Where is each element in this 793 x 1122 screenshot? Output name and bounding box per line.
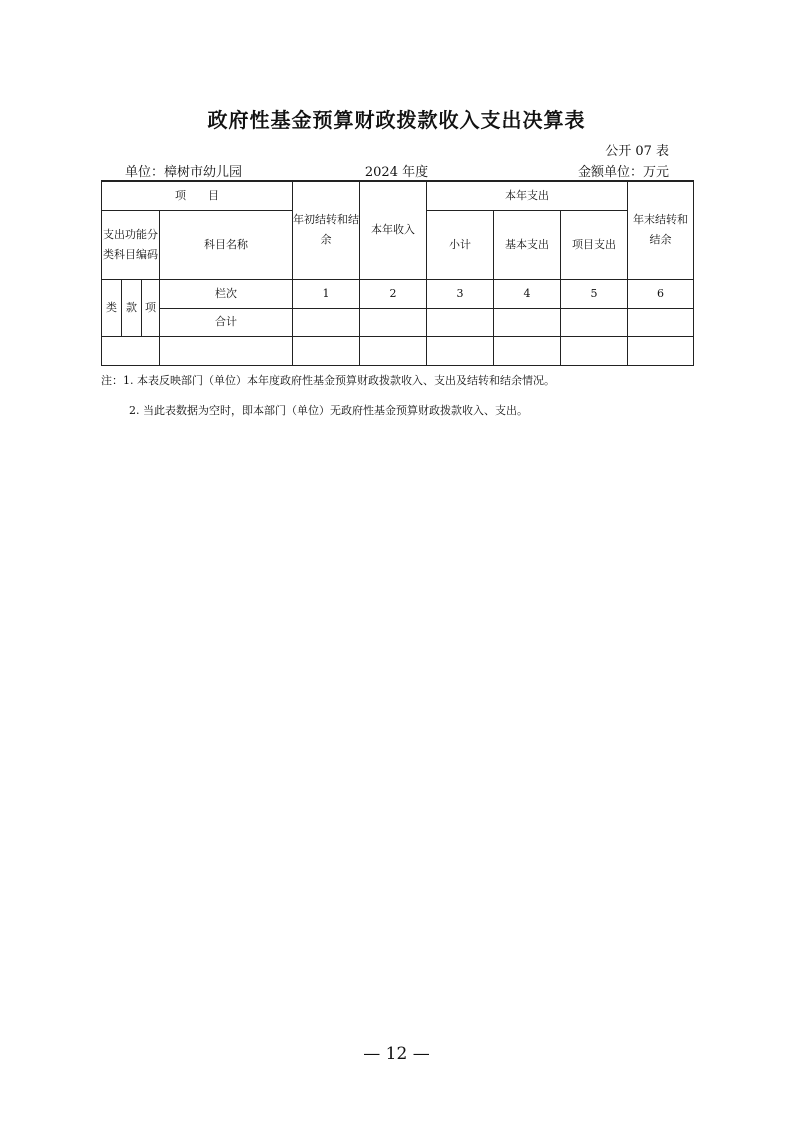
total-cell <box>561 308 628 336</box>
col-number: 6 <box>628 279 694 308</box>
row-col-label: 栏次 <box>160 279 293 308</box>
header-begin-balance: 年初结转和结余 <box>293 181 360 279</box>
total-cell <box>293 308 360 336</box>
header-income: 本年收入 <box>360 181 427 279</box>
note-2: 2. 当此表数据为空时，即本部门（单位）无政府性基金预算财政拨款收入、支出。 <box>129 404 528 417</box>
empty-cell <box>561 336 628 365</box>
money-unit-label: 金额单位：万元 <box>577 165 669 180</box>
header-func-code: 支出功能分类科目编码 <box>102 210 160 279</box>
year-label: 2024 年度 <box>364 165 429 180</box>
header-subject-name: 科目名称 <box>160 210 293 279</box>
total-cell <box>628 308 694 336</box>
total-cell <box>427 308 494 336</box>
empty-cell <box>293 336 360 365</box>
empty-cell <box>427 336 494 365</box>
unit-label: 单位：樟树市幼儿园 <box>125 165 243 180</box>
code-kuan: 款 <box>122 279 142 336</box>
col-number: 3 <box>427 279 494 308</box>
total-label: 合计 <box>160 308 293 336</box>
total-cell <box>494 308 561 336</box>
header-project: 项 目 <box>102 181 293 210</box>
empty-cell <box>160 336 293 365</box>
col-number: 4 <box>494 279 561 308</box>
header-project-exp: 项目支出 <box>561 210 628 279</box>
form-number: 公开 07 表 <box>605 144 669 159</box>
col-number: 1 <box>293 279 360 308</box>
header-basic-exp: 基本支出 <box>494 210 561 279</box>
header-expenditure: 本年支出 <box>427 181 628 210</box>
note-1: 注：1. 本表反映部门（单位）本年度政府性基金预算财政拨款收入、支出及结转和结余情况。 <box>101 374 555 387</box>
total-cell <box>360 308 427 336</box>
page-number: — 12 — <box>363 1044 430 1064</box>
col-number: 5 <box>561 279 628 308</box>
budget-table <box>101 180 694 366</box>
empty-cell <box>628 336 694 365</box>
code-lei: 类 <box>102 279 122 336</box>
empty-cell <box>360 336 427 365</box>
col-number: 2 <box>360 279 427 308</box>
header-end-balance: 年末结转和结余 <box>628 181 694 279</box>
empty-cell <box>494 336 561 365</box>
empty-cell <box>102 336 160 365</box>
document-title: 政府性基金预算财政拨款收入支出决算表 <box>207 108 586 132</box>
header-subtotal: 小计 <box>427 210 494 279</box>
code-xiang: 项 <box>142 279 160 336</box>
